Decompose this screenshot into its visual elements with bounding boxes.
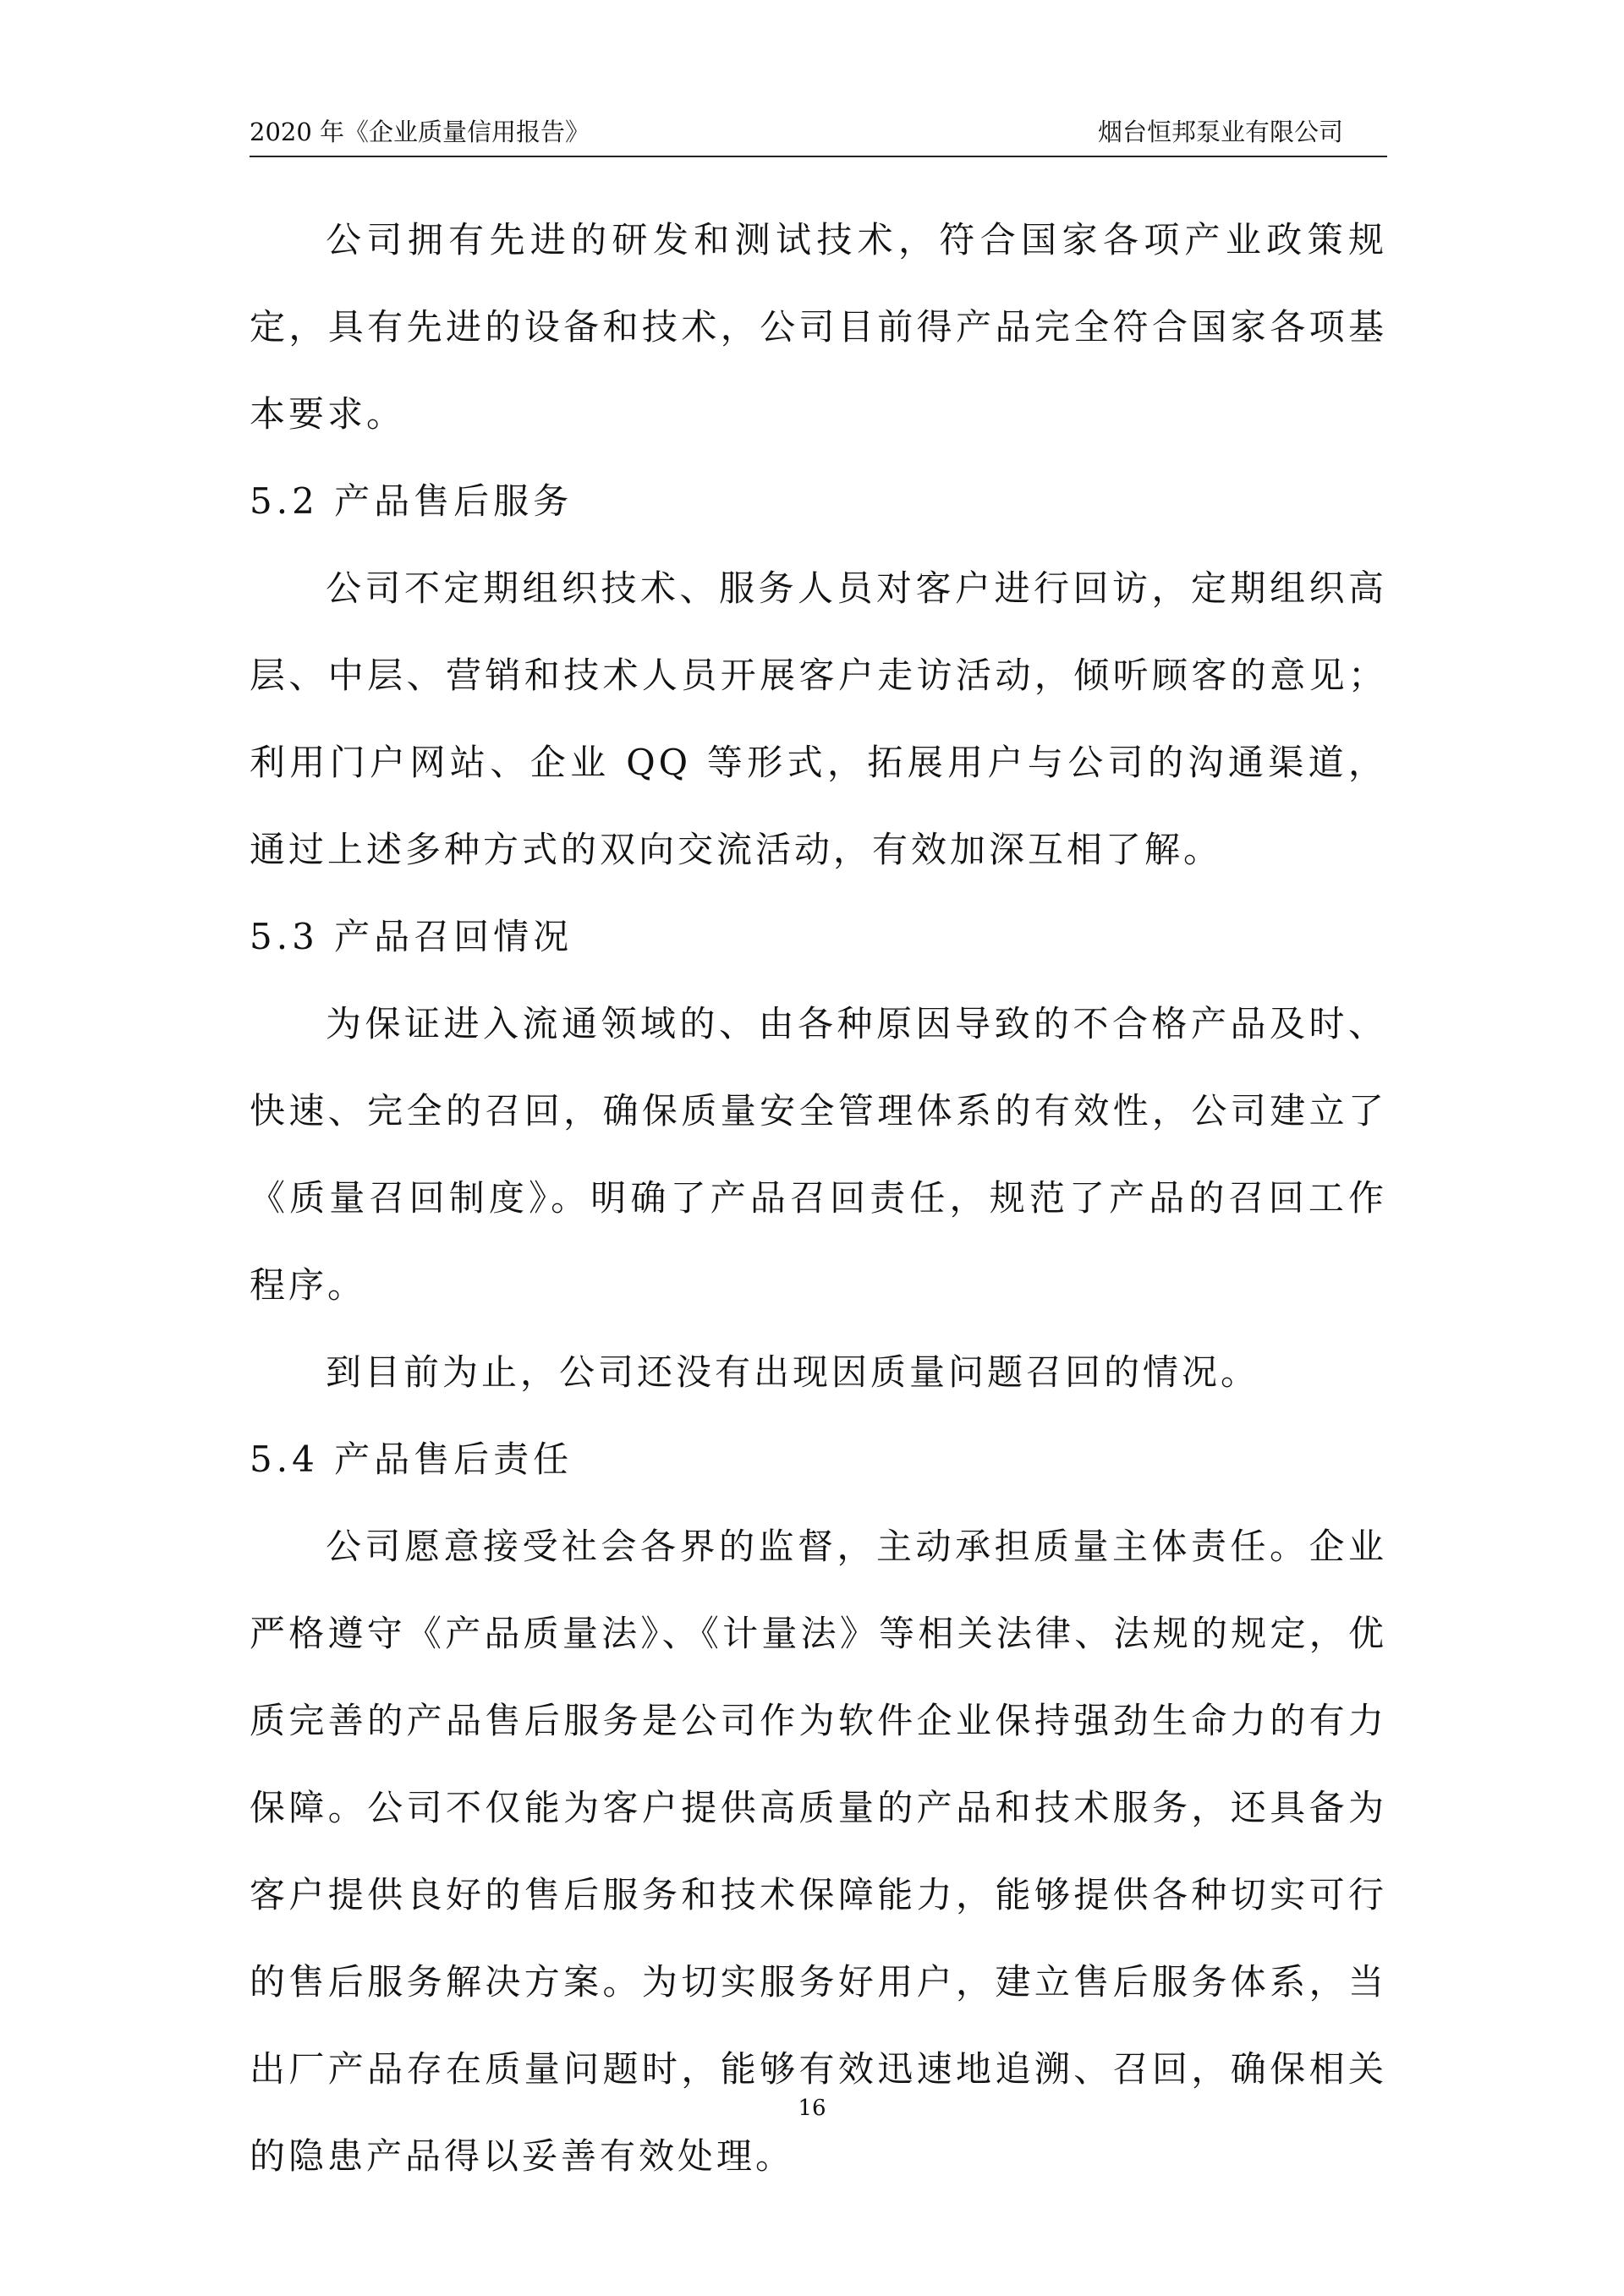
section-5-4-heading: 5.4 产品售后责任 <box>250 1438 573 1480</box>
header-report-title: 2020 年《企业质量信用报告》 <box>250 118 590 146</box>
header-company-name: 烟台恒邦泵业有限公司 <box>1097 118 1343 146</box>
section-5-2-heading: 5.2 产品售后服务 <box>250 480 573 522</box>
page-header <box>250 117 1387 157</box>
page-number: 16 <box>798 2096 826 2121</box>
intro-paragraph: 公司拥有先进的研发和测试技术，符合国家各项产业政策规定，具有先进的设备和技术，公司目前得产品完全符合国家各项基本要求。 <box>250 219 1387 435</box>
section-5-3-paragraph-1: 为保证进入流通领域的、由各种原因导致的不合格产品及时、快速、完全的召回，确保质量安全管理体系的有效性，公司建立了《质量召回制度》。明确了产品召回责任，规范了产品的召回工作程序。 <box>250 1003 1387 1306</box>
section-5-3-paragraph-2: 到目前为止，公司还没有出现因质量问题召回的情况。 <box>326 1351 1260 1393</box>
section-5-2-paragraph: 公司不定期组织技术、服务人员对客户进行回访，定期组织高层、中层、营销和技术人员开展客户走访活动，倾听顾客的意见；利用门户网站、企业 QQ 等形式，拓展用户与公司的沟通渠道，通过上述多种方式的双向交流活动，有效加深互相了解。 <box>250 567 1387 870</box>
page-body <box>250 196 1387 2200</box>
section-5-3-heading: 5.3 产品召回情况 <box>250 916 573 957</box>
section-5-4-paragraph: 公司愿意接受社会各界的监督，主动承担质量主体责任。企业严格遵守《产品质量法》、《计量法》等相关法律、法规的规定，优质完善的产品售后服务是公司作为软件企业保持强劲生命力的有力保障。公司不仅能为客户提供高质量的产品和技术服务，还具备为客户提供良好的售后服务和技术保障能力，能够提供各种切实可行的售后服务解决方案。为切实服务好用户，建立售后服务体系，当出厂产品存在质量问题时，能够有效迅速地追溯、召回，确保相关的隐患产品得以妥善有效处理。 <box>250 1526 1387 2177</box>
